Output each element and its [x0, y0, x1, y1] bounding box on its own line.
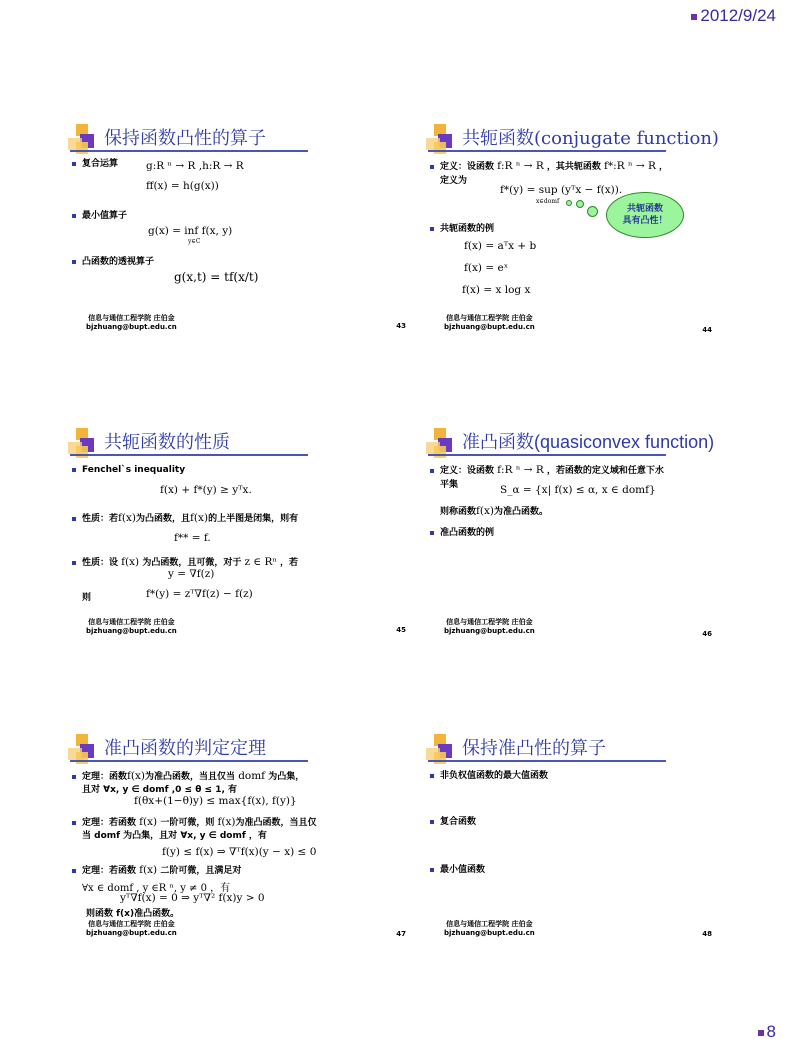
slide-43	[66, 120, 406, 380]
slide-logo-icon	[66, 734, 100, 768]
slide-title: 保持函数凸性的算子	[104, 128, 266, 149]
bullet-item: 凸函数的透视算子	[72, 256, 154, 269]
formula: g(x,t) = tf(x/t)	[174, 270, 259, 284]
theorem-conclusion: 则函数 f(x)准凸函数。	[86, 909, 180, 919]
slide-number: 47	[396, 930, 406, 938]
bullet-item: 复合函数	[430, 816, 476, 829]
formula: f(x) = x log x	[462, 284, 531, 296]
bullet-item: 定理：若函数 f(x) 二阶可微，且满足对	[72, 864, 241, 878]
slide-number: 43	[396, 322, 406, 330]
formula: g(x) = inf f(x, y)	[148, 225, 233, 237]
bullet-item: 准凸函数的例	[430, 527, 494, 540]
formula: y = ∇f(z)	[168, 568, 215, 580]
theorem-continuation: ∀x ∈ domf , y ∈R ⁿ, y ≠ 0 ，有	[82, 883, 231, 894]
formula: yᵀ∇f(x) = 0 ⇒ yᵀ∇² f(x)y > 0	[120, 892, 265, 904]
bullet-item: 最小值函数	[430, 864, 485, 877]
def-continuation: 平集	[440, 480, 459, 490]
formula: f(x) = aᵀx + b	[464, 240, 537, 252]
theorem-continuation: 当 domf 为凸集，且对 ∀x, y ∈ domf ，有	[82, 831, 267, 841]
page-number: 8	[758, 1022, 776, 1042]
formula-subscript: y∈C	[188, 238, 201, 245]
slide-45	[66, 424, 406, 684]
slide-footer: 信息与通信工程学院 庄伯金 bjzhuang@bupt.edu.cn	[444, 618, 535, 635]
slide-title: 准凸函数的判定定理	[104, 738, 266, 759]
slide-logo-icon	[424, 734, 458, 768]
formula: f(θx+(1−θ)y) ≤ max{f(x), f(y)}	[134, 795, 297, 807]
then-label: 则	[82, 593, 92, 603]
formula-subscript: x∈domf	[536, 198, 560, 205]
bullet-item: 最小值算子	[72, 210, 127, 223]
bullet-item: 定理：若函数 f(x) 一阶可微，则 f(x)为准凸函数，当且仅	[72, 816, 317, 830]
slide-48	[424, 730, 764, 990]
bullet-item: 定义：设函数 f:R ⁿ → R ，其共轭函数 f*:R ⁿ → R ，	[430, 160, 668, 174]
slide-47	[66, 730, 406, 990]
theorem-continuation: 且对 ∀x, y ∈ domf ,0 ≤ θ ≤ 1, 有	[82, 785, 238, 795]
slide-number: 46	[702, 630, 712, 638]
header-date: 2012/9/24	[691, 6, 776, 26]
bullet-item: 性质：设 f(x) 为凸函数，且可微，对于 z ∈ Rⁿ ，若	[72, 556, 298, 570]
bullet-item: 非负权值函数的最大值函数	[430, 770, 548, 783]
slide-number: 44	[702, 326, 712, 334]
bullet-item: 复合运算	[72, 158, 118, 171]
def-conclusion: 则称函数f(x)为准凸函数。	[440, 505, 549, 517]
formula: f(x) + f*(y) ≥ yᵀx.	[160, 484, 252, 496]
formula: f*(y) = sup (yᵀx − f(x)).	[500, 184, 623, 196]
bullet-item: 共轭函数的例	[430, 223, 494, 236]
slide-46	[424, 424, 764, 684]
slide-footer: 信息与通信工程学院 庄伯金 bjzhuang@bupt.edu.cn	[444, 920, 535, 937]
slide-title: 准凸函数(quasiconvex function)	[462, 432, 715, 452]
slide-title: 共轭函数的性质	[104, 432, 230, 453]
bullet-item: 性质：若f(x)为凸函数，且f(x)的上半图是闭集，则有	[72, 512, 298, 526]
slide-footer: 信息与通信工程学院 庄伯金 bjzhuang@bupt.edu.cn	[86, 920, 177, 937]
slide-footer: 信息与通信工程学院 庄伯金 bjzhuang@bupt.edu.cn	[444, 314, 535, 331]
def-continuation: 定义为	[440, 176, 468, 186]
slide-logo-icon	[66, 428, 100, 462]
slide-title: 共轭函数(conjugate function)	[462, 128, 719, 149]
slide-number: 45	[396, 626, 406, 634]
slide-number: 48	[702, 930, 712, 938]
slide-logo-icon	[424, 124, 458, 158]
bullet-item: 定理：函数f(x)为准凸函数，当且仅当 domf 为凸集，	[72, 770, 304, 784]
formula: S_α = {x| f(x) ≤ α, x ∈ domf}	[500, 484, 656, 496]
formula: g:R ⁿ → R ,h:R → R	[146, 160, 244, 172]
formula: f** = f.	[174, 532, 211, 544]
bullet-item: Fenchel`s inequality	[72, 464, 185, 477]
slide-footer: 信息与通信工程学院 庄伯金 bjzhuang@bupt.edu.cn	[86, 618, 177, 635]
formula: f*(y) = zᵀ∇f(z) − f(z)	[146, 588, 253, 600]
formula: ff(x) = h(g(x))	[146, 180, 219, 192]
slide-footer: 信息与通信工程学院 庄伯金 bjzhuang@bupt.edu.cn	[86, 314, 177, 331]
slide-logo-icon	[424, 428, 458, 462]
callout-bubble: 共轭函数 具有凸性！	[606, 192, 684, 238]
slide-logo-icon	[66, 124, 100, 158]
slide-44	[424, 120, 764, 380]
bullet-item: 定义：设函数 f:R ⁿ → R ，若函数的定义域和任意下水	[430, 464, 664, 478]
slide-title: 保持准凸性的算子	[462, 738, 606, 759]
formula: f(x) = eˣ	[464, 262, 509, 274]
formula: f(y) ≤ f(x) ⇒ ∇ᵀf(x)(y − x) ≤ 0	[162, 846, 317, 858]
